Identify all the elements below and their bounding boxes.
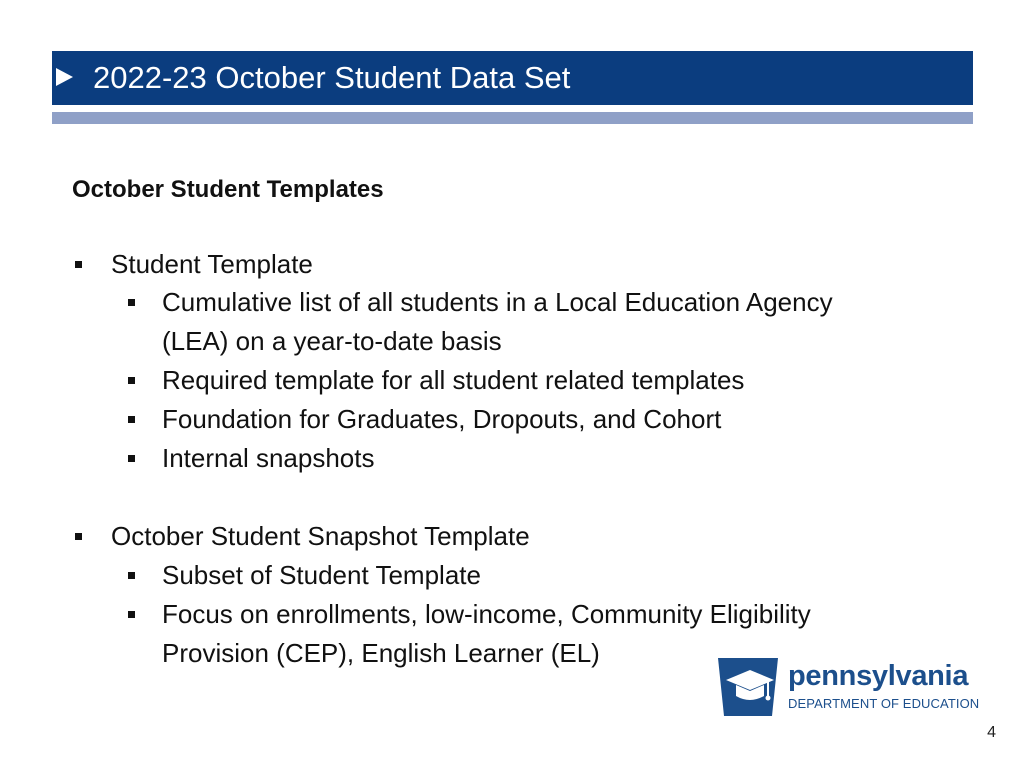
title-bar <box>52 51 973 105</box>
sub-bullet-subset: Subset of Student Template <box>162 560 481 590</box>
bullet-square-icon <box>128 611 135 618</box>
section-heading: October Student Templates <box>72 176 384 203</box>
page-number: 4 <box>987 724 996 741</box>
bullet-item-student-template: Student Template <box>111 249 313 279</box>
logo-department: DEPARTMENT OF EDUCATION <box>788 696 980 711</box>
keystone-graduation-cap-icon <box>716 656 780 718</box>
sub-bullet-internal-snapshots: Internal snapshots <box>162 443 375 473</box>
bullet-square-icon <box>128 377 135 384</box>
sub-bullet-focus: Focus on enrollments, low-income, Community Eligibility <box>162 599 811 629</box>
bullet-square-icon <box>128 572 135 579</box>
bullet-square-icon <box>128 416 135 423</box>
bullet-square-icon <box>128 455 135 462</box>
title-arrow-icon <box>56 68 73 86</box>
sub-bullet-cumulative-list: Cumulative list of all students in a Local Education Agency <box>162 287 833 317</box>
title-divider <box>52 112 973 124</box>
bullet-square-icon <box>75 261 82 268</box>
sub-bullet-cumulative-list-cont: (LEA) on a year-to-date basis <box>162 326 502 356</box>
sub-bullet-focus-cont: Provision (CEP), English Learner (EL) <box>162 638 600 668</box>
bullet-square-icon <box>75 533 82 540</box>
sub-bullet-required-template: Required template for all student related templates <box>162 365 745 395</box>
logo-wordmark: pennsylvania <box>788 660 969 692</box>
bullet-item-snapshot-template: October Student Snapshot Template <box>111 521 530 551</box>
pa-department-of-education-logo <box>716 656 978 720</box>
bullet-square-icon <box>128 299 135 306</box>
slide-title: 2022-23 October Student Data Set <box>93 60 571 95</box>
sub-bullet-foundation: Foundation for Graduates, Dropouts, and Cohort <box>162 404 722 434</box>
